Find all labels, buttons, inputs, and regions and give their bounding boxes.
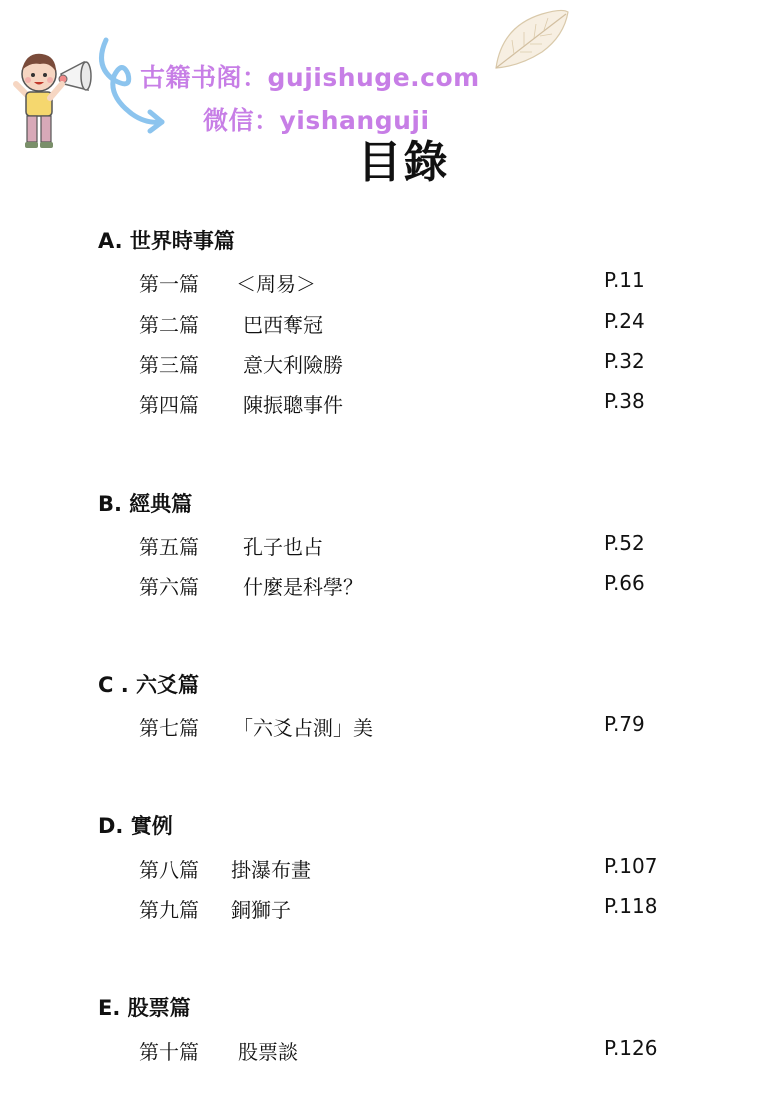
entry-number: 第二篇 (139, 313, 199, 337)
toc-entry (0, 349, 779, 379)
entry-title: 巴西奪冠 (243, 313, 323, 337)
entry-number: 第六篇 (139, 575, 199, 599)
watermark-wechat-text: 微信：yishanguji (203, 106, 430, 135)
entry-title: 「六爻占測」美 (233, 716, 373, 740)
entry-title: 什麼是科學？ (243, 575, 363, 599)
entry-page: P.66 (604, 571, 645, 595)
toc-entry (0, 309, 779, 339)
toc-entry (0, 894, 779, 924)
entry-page: P.24 (604, 309, 645, 333)
toc-entry (0, 389, 779, 419)
entry-title: 意大利險勝 (243, 353, 343, 377)
entry-number: 第三篇 (139, 353, 199, 377)
entry-page: P.11 (604, 268, 645, 292)
entry-page: P.52 (604, 531, 645, 555)
entry-title: 陳振聰事件 (243, 393, 343, 417)
entry-page: P.38 (604, 389, 645, 413)
toc-entry (0, 571, 779, 601)
entry-title: ＜周易＞ (236, 272, 316, 296)
section-heading-d: D. 實例 (98, 814, 173, 838)
entry-page: P.32 (604, 349, 645, 373)
watermark-site-text: 古籍书阁：gujishuge.com (140, 63, 480, 92)
entry-number: 第九篇 (139, 898, 199, 922)
entry-number: 第五篇 (139, 535, 199, 559)
entry-page: P.126 (604, 1036, 658, 1060)
entry-title: 孔子也占 (243, 535, 323, 559)
section-heading-b: B. 經典篇 (98, 492, 193, 516)
section-heading-e: E. 股票篇 (98, 996, 191, 1020)
entry-number: 第一篇 (139, 272, 199, 296)
entry-title: 股票談 (238, 1040, 298, 1064)
entry-page: P.107 (604, 854, 658, 878)
entry-page: P.79 (604, 712, 645, 736)
entry-number: 第七篇 (139, 716, 199, 740)
watermark-leaf-icon (492, 6, 572, 72)
entry-page: P.118 (604, 894, 658, 918)
section-heading-a: A. 世界時事篇 (98, 229, 235, 253)
entry-number: 第四篇 (139, 393, 199, 417)
toc-entry (0, 712, 779, 742)
entry-title: 掛瀑布畫 (231, 858, 311, 882)
toc-entry (0, 531, 779, 561)
entry-title: 銅獅子 (231, 898, 291, 922)
entry-number: 第八篇 (139, 858, 199, 882)
toc-entry (0, 1036, 779, 1066)
page-title: 目錄 (357, 137, 450, 188)
entry-number: 第十篇 (139, 1040, 199, 1064)
section-heading-c: C . 六爻篇 (98, 673, 200, 697)
toc-entry (0, 854, 779, 884)
toc-entry (0, 268, 779, 298)
